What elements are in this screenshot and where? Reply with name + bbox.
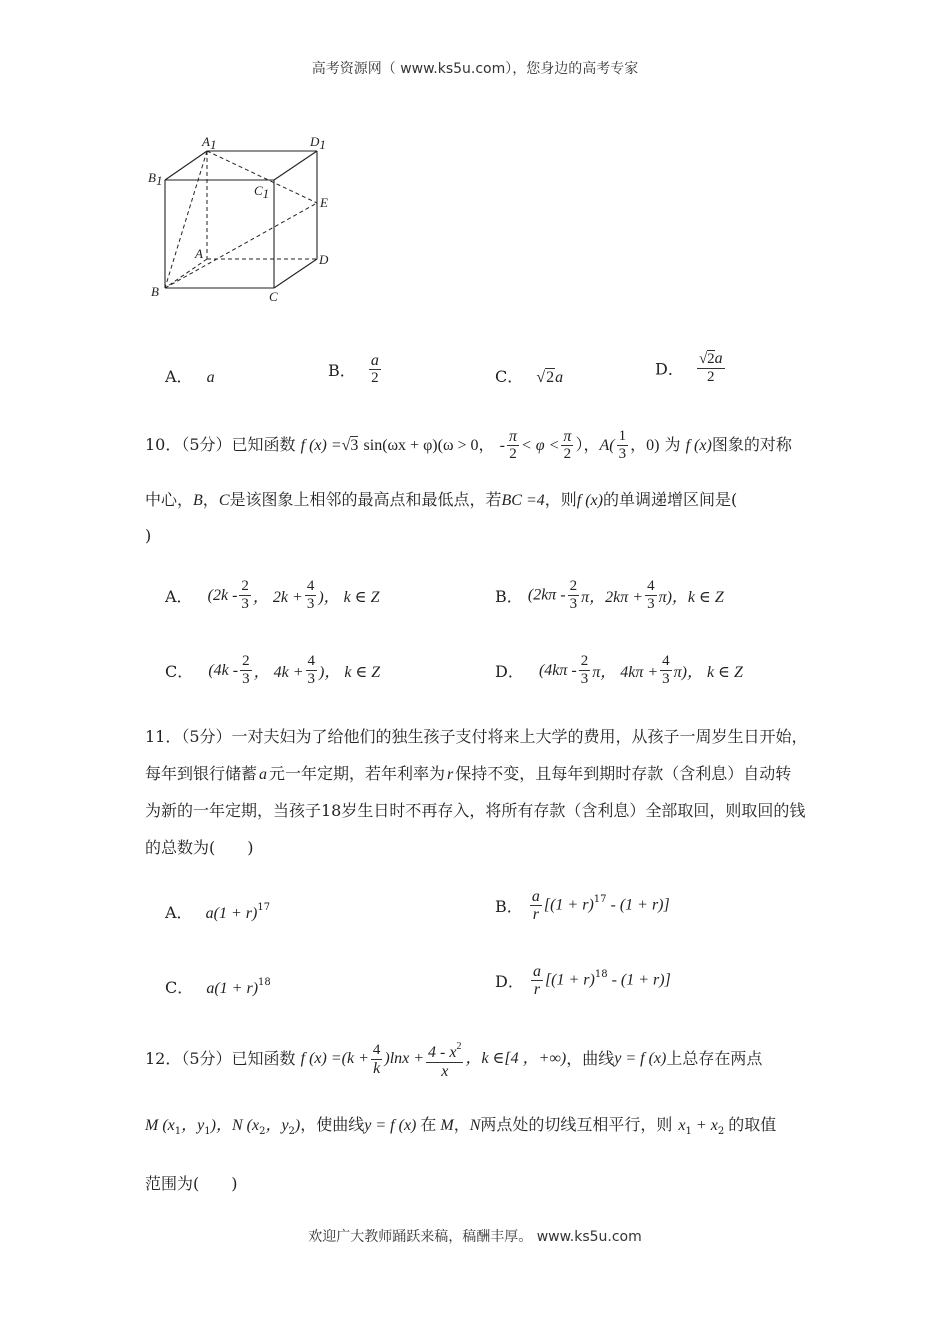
q12-stem-line2: M ($x_1$，$y_1$)，N ($x_2$，$y_2$)，使曲线y = f (x) 在 M，N两点处的切线互相平行，则 $x_1 + x_2$ 的取值 xyxy=(145,1115,777,1137)
q9-option-c: C． √2a xyxy=(495,367,564,386)
q11-stem-line2: 每年到银行储蓄 a 元一年定期，若年利率为 r 保持不变，且每年到期时存款（含利息）自动转 xyxy=(145,764,792,783)
label-d1: D1 xyxy=(310,134,326,152)
q11-option-a: A． $a(1 + r)^{17}$ xyxy=(165,902,271,922)
q10-option-a: A． (2k - $\frac{2}{3}$ ， 2k + $\frac{4}{3}$ )， k ∈ Z xyxy=(165,578,380,612)
label-e: E xyxy=(320,195,328,210)
label-d: D xyxy=(319,252,329,267)
q11-stem-line4: 的总数为( ) xyxy=(145,838,254,857)
q11-stem-line1: 11．（5分）一对夫妇为了给他们的独生孩子支付将来上大学的费用，从孩子一周岁生日开始， xyxy=(145,727,808,746)
label-c1: C1 xyxy=(254,183,270,201)
q10-option-b: B． (2kπ - $\frac{2}{3}$ π，2kπ + $\frac{4}{3}$ π)，k ∈ Z xyxy=(495,578,724,612)
label-b1: B1 xyxy=(148,170,163,188)
cube-figure xyxy=(140,125,350,315)
page-header: 高考资源网（ www.ks5u.com），您身边的高考专家 xyxy=(311,61,639,77)
label-a1: A1 xyxy=(202,134,217,152)
q11-option-d: D． $\frac{a}{r}$ $[(1 + r)^{18} - (1 + r)]$ xyxy=(495,963,671,998)
q10-stem-line1: 10．（5分）已知函数 f (x) =√3 sin(ωx + φ)(ω > 0， - $\frac{\pi}{2}$ < φ < $\frac{\pi}{2}$ ），A( $\frac{1}{3}$ ，0) 为 f (x)图象的对称 xyxy=(145,428,792,462)
edge-ab xyxy=(165,259,207,288)
q11-option-c: C． $a(1 + r)^{18}$ xyxy=(165,977,271,997)
q9-option-b: B． $\frac{a}{2}$ xyxy=(328,352,379,386)
q10-option-d: D． (4kπ - $\frac{2}{3}$ π， 4kπ + $\frac{4}{3}$ π)， k ∈ Z xyxy=(495,653,743,687)
q12-stem-line3: 范围为( ) xyxy=(145,1174,238,1193)
edge-b1a1 xyxy=(165,151,207,180)
seg-a1b xyxy=(165,151,207,288)
q10-option-c: C． (4k - $\frac{2}{3}$ ， 4k + $\frac{4}{3}$ )， k ∈ Z xyxy=(165,653,381,687)
page-footer: 欢迎广大教师踊跃来稿，稿酬丰厚。 www.ks5u.com xyxy=(308,1229,642,1245)
q12-stem-line1: 12．（5分）已知函数 f (x) =(k + $\frac{4}{k}$ )lnx + $\frac{4 - x^2}{x}$ ，k ∈[4 ，+∞)，曲线y = f (x)上总存在两点 xyxy=(145,1038,762,1080)
q9-option-a: A． a xyxy=(165,367,215,386)
q10-stem-line3: ) xyxy=(145,526,152,545)
label-c: C xyxy=(269,289,278,304)
edge-cd xyxy=(274,259,317,288)
q10-stem-line2: 中心，B，C是该图象上相邻的最高点和最低点，若BC =4，则f (x)的单调递增区间是( xyxy=(145,490,738,509)
label-a: A xyxy=(195,246,203,261)
q11-stem-line3: 为新的一年定期，当孩子18岁生日时不再存入，将所有存款（含利息）全部取回，则取回的钱 xyxy=(145,801,806,820)
q11-option-b: B． $\frac{a}{r}$ $[(1 + r)^{17} - (1 + r)]$ xyxy=(495,888,670,923)
edge-c1d1 xyxy=(274,151,317,180)
label-b: B xyxy=(151,284,159,299)
seg-be xyxy=(165,203,317,288)
q9-option-d: D． $\frac{√2a}{2}$ xyxy=(655,350,723,385)
